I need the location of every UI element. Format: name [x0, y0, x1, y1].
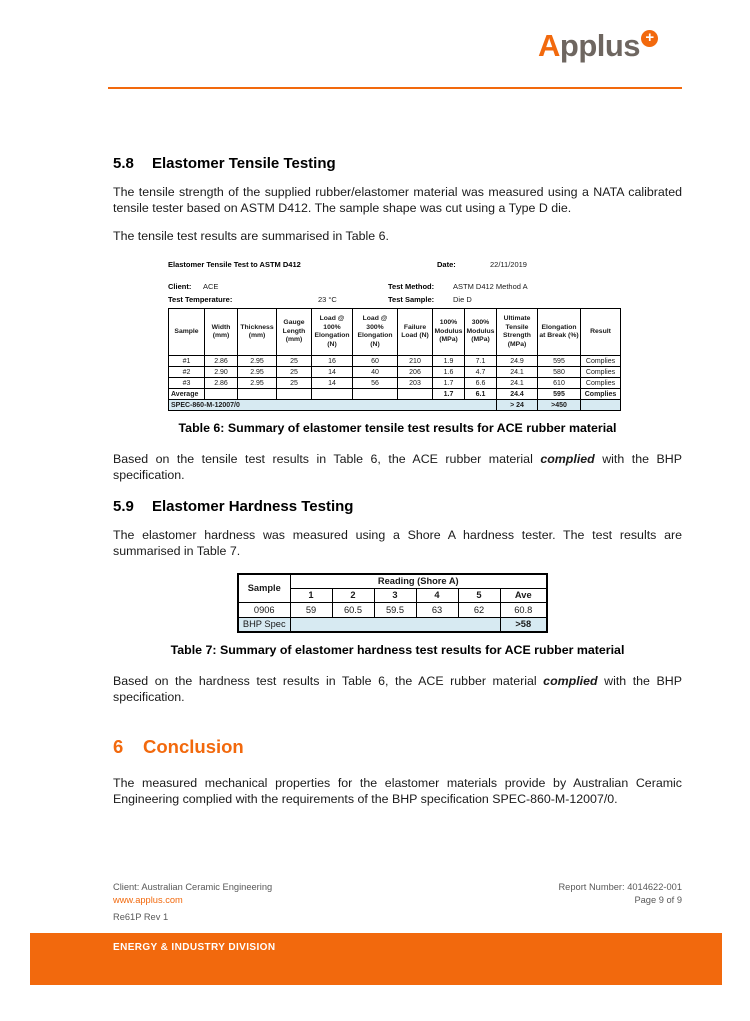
spec-result: [581, 400, 621, 411]
division-banner-text: ENERGY & INDUSTRY DIVISION: [113, 942, 276, 953]
spec-label: BHP Spec: [238, 617, 290, 632]
document-reference: Re61P Rev 1: [113, 912, 169, 922]
cell: 580: [538, 367, 581, 378]
cell: [353, 389, 398, 400]
cell: Complies: [581, 378, 621, 389]
cell: 16: [312, 356, 353, 367]
col-header: Load @ 100% Elongation (N): [312, 309, 353, 356]
logo-text: pplus: [559, 28, 641, 63]
cell: 63: [416, 602, 458, 617]
cell: #3: [169, 378, 205, 389]
cell: Complies: [581, 389, 621, 400]
cell: [312, 389, 353, 400]
sample-value: Die D: [453, 295, 472, 304]
complied-emphasis: complied: [540, 452, 595, 466]
cell: Average: [169, 389, 205, 400]
tensile-summary-paragraph: The tensile test results are summarised in Table 6.: [113, 229, 389, 243]
method-value: ASTM D412 Method A: [453, 282, 528, 291]
applus-website-link[interactable]: www.applus.com: [113, 895, 183, 905]
tensile-results-table: [168, 308, 621, 411]
text: with the BHP specification.: [113, 674, 682, 704]
cell: #2: [169, 367, 205, 378]
col-header: 3: [374, 588, 416, 602]
average-row: [169, 389, 621, 400]
table7-caption: Table 7: Summary of elastomer hardness test results for ACE rubber material: [170, 643, 625, 657]
col-header: Load @ 300% Elongation (N): [353, 309, 398, 356]
hardness-intro-paragraph: The elastomer hardness was measured using a Shore A hardness tester. The test results are summarised in Table 7.: [113, 528, 682, 558]
section-number: 5.8: [113, 155, 134, 172]
cell: 60.8: [500, 602, 547, 617]
col-header: Elongation at Break (%): [538, 309, 581, 356]
table-header-row: [238, 574, 547, 588]
table-row: [238, 602, 547, 617]
section-title: Elastomer Hardness Testing: [152, 498, 354, 515]
test-info-row: [168, 260, 620, 273]
hardness-compliance-paragraph: [113, 673, 682, 705]
cell: 2.90: [205, 367, 238, 378]
table-row: [169, 378, 621, 389]
cell: 24.1: [497, 367, 538, 378]
col-header: Failure Load (N): [398, 309, 433, 356]
table-header-row: [169, 309, 621, 356]
division-banner: [30, 933, 722, 985]
cell: 610: [538, 378, 581, 389]
conclusion-paragraph: The measured mechanical properties for the elastomer materials provide by Australian Ceramic Engineering complied with the requirements of the BHP specification SPEC-860-M-12007/0.: [113, 776, 682, 806]
header-divider: [108, 87, 682, 89]
cell: 0906: [238, 602, 290, 617]
col-header: 4: [416, 588, 458, 602]
cell: 59.5: [374, 602, 416, 617]
cell: 59: [290, 602, 332, 617]
col-header: Ave: [500, 588, 547, 602]
cell: 595: [538, 356, 581, 367]
section-number: 5.9: [113, 498, 134, 515]
cell: 2.95: [238, 367, 277, 378]
temperature-label: Test Temperature:: [168, 295, 233, 304]
cell: 60: [353, 356, 398, 367]
col-header: Gauge Length (mm): [277, 309, 312, 356]
spec-value: >58: [500, 617, 547, 632]
col-header: 300% Modulus (MPa): [465, 309, 497, 356]
cell: 7.1: [465, 356, 497, 367]
table6-caption: Table 6: Summary of elastomer tensile test results for ACE rubber material: [178, 421, 617, 435]
applus-logo: [538, 28, 658, 64]
col-header: 2: [332, 588, 374, 602]
spec-row: [169, 400, 621, 411]
cell: 1.7: [433, 389, 465, 400]
document-body: [113, 155, 682, 807]
sample-header: Sample: [238, 574, 290, 602]
cell: 203: [398, 378, 433, 389]
col-header: 100% Modulus (MPa): [433, 309, 465, 356]
test-info-row: [168, 282, 620, 295]
cell: [398, 389, 433, 400]
col-header: Sample: [169, 309, 205, 356]
text: Based on the tensile test results in Table 6, the ACE rubber material: [113, 452, 541, 466]
footer-client-block: [113, 881, 272, 907]
section-number: 6: [113, 736, 124, 757]
spec-uts: > 24: [497, 400, 538, 411]
temperature-value: 23 °C: [318, 295, 337, 304]
section-5-9-heading: [113, 498, 682, 515]
col-header: Result: [581, 309, 621, 356]
test-title: Elastomer Tensile Test to ASTM D412: [168, 260, 301, 269]
cell: 56: [353, 378, 398, 389]
method-label: Test Method:: [388, 282, 435, 291]
client-value: ACE: [203, 282, 219, 291]
cell: 25: [277, 378, 312, 389]
cell: 1.7: [433, 378, 465, 389]
cell: Complies: [581, 356, 621, 367]
section-title: Conclusion: [143, 736, 244, 757]
cell: #1: [169, 356, 205, 367]
sample-label: Test Sample:: [388, 295, 435, 304]
page-number: Page 9 of 9: [634, 895, 682, 905]
cell: 25: [277, 356, 312, 367]
cell: 14: [312, 367, 353, 378]
cell: 4.7: [465, 367, 497, 378]
test-info-block: [168, 260, 620, 308]
report-number: Report Number: 4014622-001: [558, 882, 682, 892]
cell: 6.1: [465, 389, 497, 400]
spec-empty: [290, 617, 500, 632]
hardness-results-table: [237, 573, 548, 633]
col-header: 1: [290, 588, 332, 602]
cell: 1.6: [433, 367, 465, 378]
cell: 2.95: [238, 378, 277, 389]
cell: 40: [353, 367, 398, 378]
tensile-compliance-paragraph: [113, 451, 682, 483]
complied-emphasis: complied: [543, 674, 598, 688]
cell: 14: [312, 378, 353, 389]
cell: 6.6: [465, 378, 497, 389]
plus-glyph: +: [645, 29, 654, 46]
col-header: Ultimate Tensile Strength (MPa): [497, 309, 538, 356]
spec-label: SPEC-860-M-12007/0: [169, 400, 497, 411]
cell: Complies: [581, 367, 621, 378]
cell: 60.5: [332, 602, 374, 617]
col-header: 5: [458, 588, 500, 602]
cell: 2.86: [205, 356, 238, 367]
cell: 62: [458, 602, 500, 617]
text: Based on the hardness test results in Table 6, the ACE rubber material: [113, 674, 544, 688]
cell: 595: [538, 389, 581, 400]
reading-header: Reading (Shore A): [290, 574, 547, 588]
cell: 25: [277, 367, 312, 378]
cell: 210: [398, 356, 433, 367]
test-info-row: [168, 295, 620, 308]
spec-row: [238, 617, 547, 632]
table-row: [169, 356, 621, 367]
cell: 1.9: [433, 356, 465, 367]
cell: 24.4: [497, 389, 538, 400]
client-label: Client:: [168, 282, 192, 291]
cell: 206: [398, 367, 433, 378]
cell: 2.95: [238, 356, 277, 367]
section-6-heading: [113, 736, 682, 758]
cell: [277, 389, 312, 400]
logo-letter-a: A: [538, 28, 560, 63]
cell: [205, 389, 238, 400]
col-header: Width (mm): [205, 309, 238, 356]
table-row: [169, 367, 621, 378]
cell: 24.9: [497, 356, 538, 367]
cell: [238, 389, 277, 400]
text: with the BHP specification.: [113, 452, 682, 482]
section-5-8-heading: [113, 155, 682, 172]
date-label: Date:: [437, 260, 456, 269]
cell: 24.1: [497, 378, 538, 389]
applus-plus-icon: [641, 30, 658, 47]
footer-client-line: Client: Australian Ceramic Engineering: [113, 882, 273, 892]
date-value: 22/11/2019: [490, 260, 527, 269]
section-title: Elastomer Tensile Testing: [152, 155, 336, 172]
footer-report-block: [558, 881, 682, 907]
cell: 2.86: [205, 378, 238, 389]
col-header: Thickness (mm): [238, 309, 277, 356]
spec-elongation: >450: [538, 400, 581, 411]
tensile-intro-paragraph: The tensile strength of the supplied rubber/elastomer material was measured using a NATA calibrated tensile tester based on ASTM D412. The sample shape was cut using a Type D die.: [113, 185, 682, 215]
